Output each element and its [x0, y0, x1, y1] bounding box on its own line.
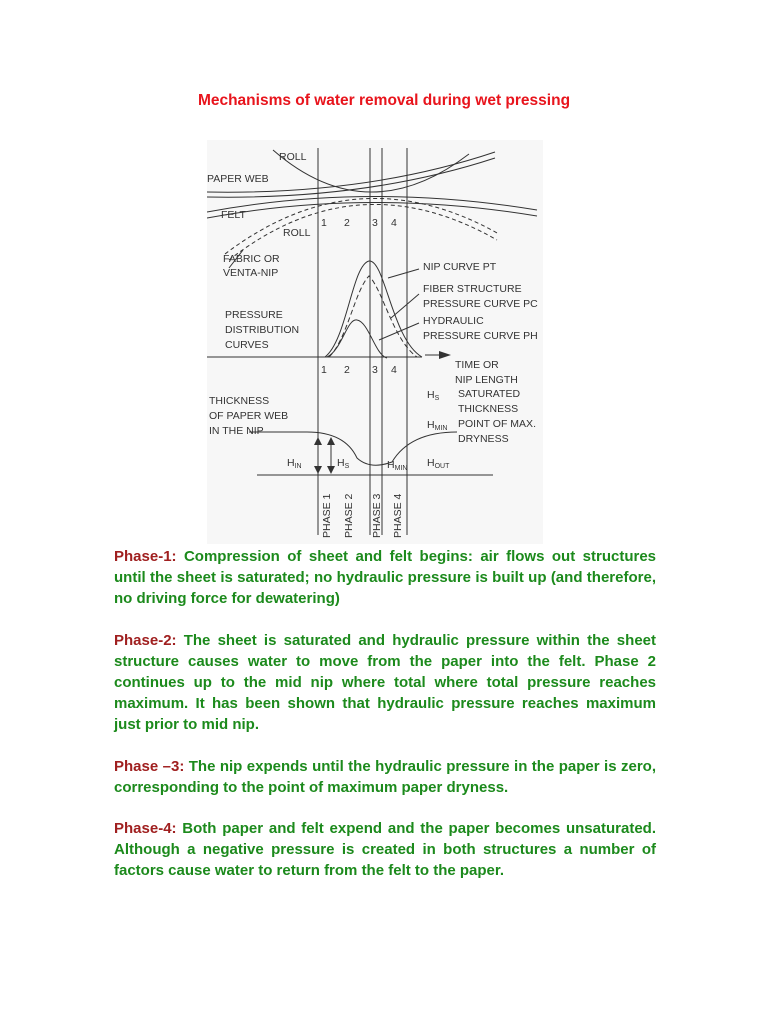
time-label-line2: NIP LENGTH — [455, 374, 518, 386]
zone-number-3-lower: 3 — [372, 364, 378, 376]
thickness-label-line3: IN THE NIP — [209, 425, 264, 437]
nip-leader — [388, 269, 419, 278]
phase-label-1: PHASE 1 — [321, 493, 333, 538]
zone-number-4-lower: 4 — [391, 364, 397, 376]
phase-descriptions — [114, 546, 656, 902]
phase-2-heading: Phase-2: — [114, 631, 177, 649]
h-s-arrow-bottom — [327, 466, 335, 474]
phase-2-text: The sheet is saturated and hydraulic pressure within the sheet structure causes water to move from the paper into the felt. Phase 2 continues up to the mid nip where total where total pressure reaches maximum. It has been shown that hydraulic pressure reaches maximum just prior to mid nip. — [114, 631, 656, 734]
time-label-line1: TIME OR — [455, 359, 499, 371]
h-in-arrow-bottom — [314, 466, 322, 474]
phase-3-heading: Phase –3: — [114, 757, 185, 775]
paper-web-label: PAPER WEB — [207, 173, 269, 185]
bottom-roll-dashed-curve — [225, 198, 499, 254]
hmin-text-line2: DRYNESS — [458, 433, 509, 445]
h-in-arrow-top — [314, 437, 322, 445]
phase-1-paragraph — [114, 546, 656, 610]
phase-1-text: Compression of sheet and felt begins: air flows out structures until the sheet is saturated; no hydraulic pressure is built up (and therefore, no driving force for dewatering) — [114, 548, 656, 608]
h-out-label: HOUT — [427, 457, 450, 470]
felt-label: FELT — [221, 209, 246, 221]
hydraulic-label-line2: PRESSURE CURVE PH — [423, 330, 538, 342]
hs-symbol: HS — [427, 389, 440, 402]
zone-number-3: 3 — [372, 217, 378, 229]
hydraulic-label-line1: HYDRAULIC — [423, 315, 484, 327]
fabric-dashed-curve — [229, 204, 497, 260]
pressure-label-line2: DISTRIBUTION — [225, 324, 300, 336]
nip-curve-label: NIP CURVE PT — [423, 261, 497, 273]
hmin-symbol: HMIN — [427, 419, 448, 432]
zone-number-4: 4 — [391, 217, 397, 229]
pressure-label-line3: CURVES — [225, 339, 269, 351]
phase-4-heading: Phase-4: — [114, 820, 177, 838]
roll-bottom-label: ROLL — [283, 227, 311, 239]
h-in-label: HIN — [287, 457, 302, 470]
zone-number-1-lower: 1 — [321, 364, 327, 376]
phase-label-4: PHASE 4 — [392, 493, 404, 538]
hmin-text-line1: POINT OF MAX. — [458, 418, 536, 430]
phase-4-text: Both paper and felt expend and the paper becomes unsaturated. Although a negative pressure is created in both structures a number of factors cause water to return from the felt to the paper. — [114, 820, 656, 880]
phase-3-paragraph — [114, 756, 656, 798]
phase-label-2: PHASE 2 — [343, 493, 355, 538]
zone-number-2: 2 — [344, 217, 350, 229]
h-s-label: HS — [337, 457, 350, 470]
zone-number-2-lower: 2 — [344, 364, 350, 376]
fiber-pressure-curve-pc — [329, 276, 417, 357]
phase-1-heading: Phase-1: — [114, 548, 177, 565]
wet-pressing-diagram — [207, 140, 543, 544]
phase-4-paragraph — [114, 818, 656, 882]
hs-text-line1: SATURATED — [458, 388, 521, 400]
phase-label-3: PHASE 3 — [371, 493, 383, 538]
phase-2-paragraph — [114, 630, 656, 736]
page-title: Mechanisms of water removal during wet pressing — [197, 92, 571, 109]
pressure-label-line1: PRESSURE — [225, 309, 283, 321]
fiber-leader — [391, 294, 419, 318]
hydraulic-pressure-curve-ph — [327, 320, 387, 358]
h-s-arrow-top — [327, 437, 335, 445]
thickness-label-line1: THICKNESS — [209, 395, 270, 407]
fabric-label-line2: VENTA-NIP — [223, 267, 279, 279]
phase-3-text: The nip expends until the hydraulic pressure in the paper is zero, corresponding to the point of maximum paper dryness. — [114, 757, 656, 796]
thickness-top-curve — [249, 432, 457, 465]
fiber-label-line1: FIBER STRUCTURE — [423, 283, 522, 295]
fabric-label-line1: FABRIC OR — [223, 253, 280, 265]
zone-number-1: 1 — [321, 217, 327, 229]
h-min-label: HMIN — [387, 459, 408, 472]
thickness-label-line2: OF PAPER WEB — [209, 410, 289, 422]
fiber-label-line2: PRESSURE CURVE PC — [423, 298, 538, 310]
roll-top-label: ROLL — [279, 151, 307, 163]
hs-text-line2: THICKNESS — [458, 403, 519, 415]
